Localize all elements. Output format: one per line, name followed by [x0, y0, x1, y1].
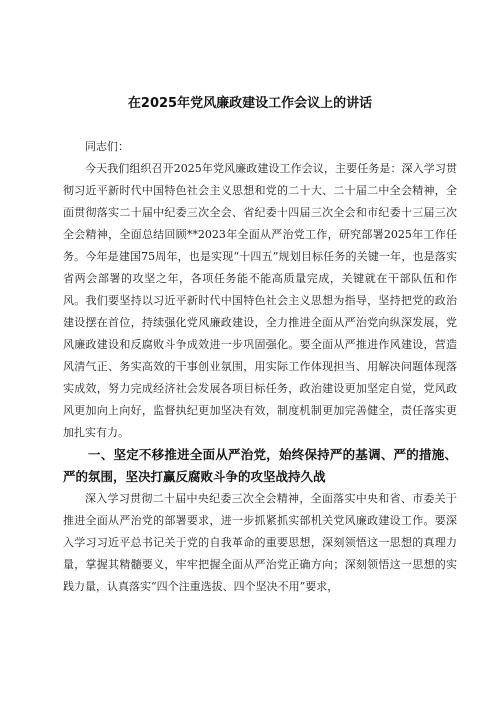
section-heading-1: 一、坚定不移推进全面从严治党，始终保持严的基调、严的措施、严的氛围，坚决打赢反腐败斗争的攻坚战持久战 — [63, 447, 457, 484]
body-paragraph-intro: 今天我们组织召开2025年党风廉政建设工作会议，主要任务是：深入学习贯彻习近平新时代中国特色社会主义思想和党的二十大、二十届二中全会精神，全面贯彻落实二十届中纪委三次全会、省纪委十四届三次全会和市纪委十三届三次全会精神，全面总结回顾**2023年全面从严治党工作，研究部署2025年工作任务。今年是建国75周年，也是实现“十四五”规划目标任务的关键一年，也是落实省两会部署的攻坚之年，各项任务能不能高质量完成，关键就在干部队伍和作风。我们要坚持以习近平新时代中国特色社会主义思想为指导，坚持把党的政治建设摆在首位，持续强化党风廉政建设，全力推进全面从严治党向纵深发展，党风廉政建设和反腐败斗争成效进一步巩固强化。要全面从严推进作风建设，营造风清气正、务实高效的干事创业氛围，用实际工作体现担当、用解决问题体现落实成效，努力完成经济社会发展各项目标任务，政治建设更加坚定自觉，党风政风更加向上向好，监督执纪更加坚决有效，制度机制更加完善健全，责任落实更加扎实有力。 — [63, 162, 457, 439]
section-paragraph-1: 深入学习贯彻二十届中央纪委三次全会精神，全面落实中央和省、市委关于推进全面从严治党的部署要求，进一步抓紧抓实部机关党风廉政建设工作。要深入学习习近平总书记关于党的自我革命的重要思想，深刻领悟这一思想的真理力量，掌握其精髓要义，牢牢把握全面从严治党正确方向；深刻领悟这一思想的实践力量，认真落实“四个注重选拔、四个坚决不用”要求， — [63, 492, 457, 593]
document-title: 在2025年党风廉政建设工作会议上的讲话 — [127, 96, 373, 111]
salutation: 同志们： — [85, 140, 129, 153]
document-body — [63, 136, 457, 598]
